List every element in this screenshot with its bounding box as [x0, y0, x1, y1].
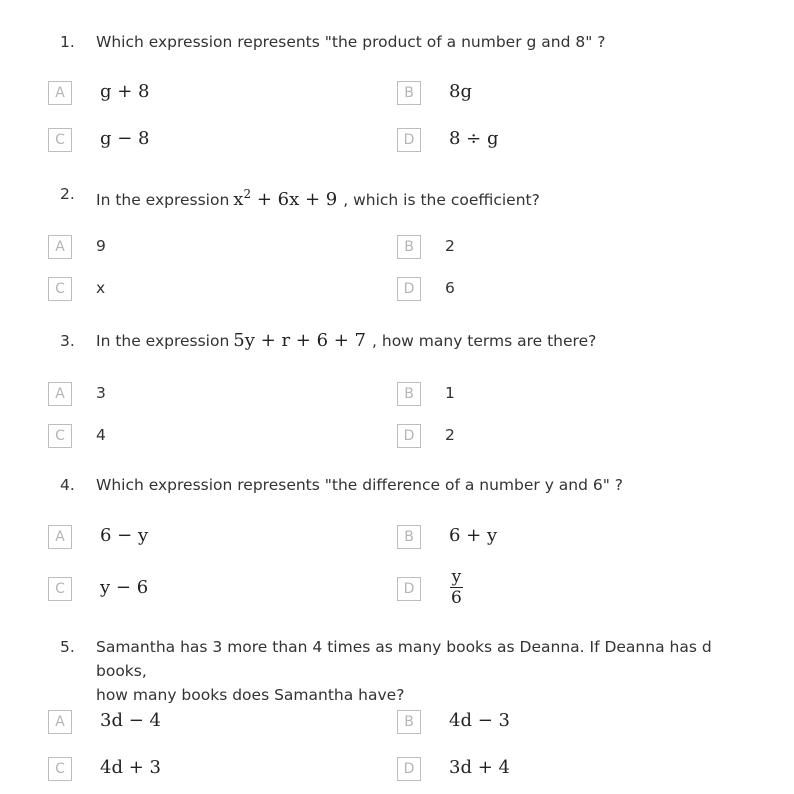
option-1a-letter-box[interactable]: A [48, 81, 72, 105]
option-3d-letter-box[interactable]: D [397, 424, 421, 448]
option-2c-letter-box[interactable]: C [48, 277, 72, 301]
option-2c-text: x [96, 279, 106, 297]
question-5-text-line2: how many books does Samantha have? [96, 686, 405, 704]
question-4-number: 4. [60, 476, 75, 494]
question-3-text-after: , how many terms are there? [372, 332, 597, 350]
question-1-number: 1. [60, 33, 75, 51]
option-5c-text: 4d + 3 [100, 757, 161, 778]
option-3c-text: 4 [96, 426, 106, 444]
question-3-expression: 5y + r + 6 + 7 [233, 330, 367, 351]
option-2b-letter-box[interactable]: B [397, 235, 421, 259]
option-2b-text: 2 [445, 237, 455, 255]
option-1a-text: g + 8 [100, 81, 150, 102]
option-4c-text: y − 6 [100, 577, 149, 598]
question-2-expression [233, 189, 337, 210]
question-2-text-before: In the expression [96, 191, 230, 209]
option-3b-text: 1 [445, 384, 455, 402]
option-2a-text: 9 [96, 237, 106, 255]
question-5-text [96, 635, 746, 707]
question-3-number: 3. [60, 332, 75, 350]
option-3d-text: 2 [445, 426, 455, 444]
option-3a-text: 3 [96, 384, 106, 402]
question-2-expression-rest: + 6x + 9 [256, 189, 338, 210]
option-4c-letter-box[interactable]: C [48, 577, 72, 601]
option-4a-letter-box[interactable]: A [48, 525, 72, 549]
option-5b-letter-box[interactable]: B [397, 710, 421, 734]
option-3c-letter-box[interactable]: C [48, 424, 72, 448]
question-2-expression-exponent: 2 [243, 187, 252, 201]
option-5d-letter-box[interactable]: D [397, 757, 421, 781]
option-5c-letter-box[interactable]: C [48, 757, 72, 781]
option-1b-letter-box[interactable]: B [397, 81, 421, 105]
option-5b-text: 4d − 3 [449, 710, 510, 731]
question-2-expression-base: x [233, 189, 244, 210]
question-2-text-after: , which is the coefficient? [343, 191, 540, 209]
option-4b-text: 6 + y [449, 525, 498, 546]
option-4d-denominator: 6 [451, 588, 462, 608]
option-5a-letter-box[interactable]: A [48, 710, 72, 734]
question-3-text-before: In the expression [96, 332, 230, 350]
option-1d-text: 8 ÷ g [449, 128, 499, 149]
question-1-text: Which expression represents "the product of a number g and 8" ? [96, 33, 606, 51]
option-2d-letter-box[interactable]: D [397, 277, 421, 301]
option-1b-text: 8g [449, 81, 472, 102]
option-4d-letter-box[interactable]: D [397, 577, 421, 601]
question-3-text [96, 329, 746, 353]
option-2a-letter-box[interactable]: A [48, 235, 72, 259]
option-3b-letter-box[interactable]: B [397, 382, 421, 406]
option-3a-letter-box[interactable]: A [48, 382, 72, 406]
option-1c-text: g − 8 [100, 128, 150, 149]
question-2-number: 2. [60, 185, 75, 203]
option-2d-text: 6 [445, 279, 455, 297]
option-5a-text: 3d − 4 [100, 710, 161, 731]
option-1d-letter-box[interactable]: D [397, 128, 421, 152]
question-5-number: 5. [60, 638, 75, 656]
question-5-text-line1: Samantha has 3 more than 4 times as many books as Deanna. If Deanna has d books, [96, 638, 712, 680]
option-4a-text: 6 − y [100, 525, 149, 546]
option-4b-letter-box[interactable]: B [397, 525, 421, 549]
option-4d-numerator: y [451, 567, 462, 587]
option-4d-fraction [450, 567, 463, 608]
question-2-text [96, 182, 746, 212]
option-1c-letter-box[interactable]: C [48, 128, 72, 152]
question-4-text: Which expression represents "the difference of a number y and 6" ? [96, 476, 624, 494]
option-5d-text: 3d + 4 [449, 757, 510, 778]
